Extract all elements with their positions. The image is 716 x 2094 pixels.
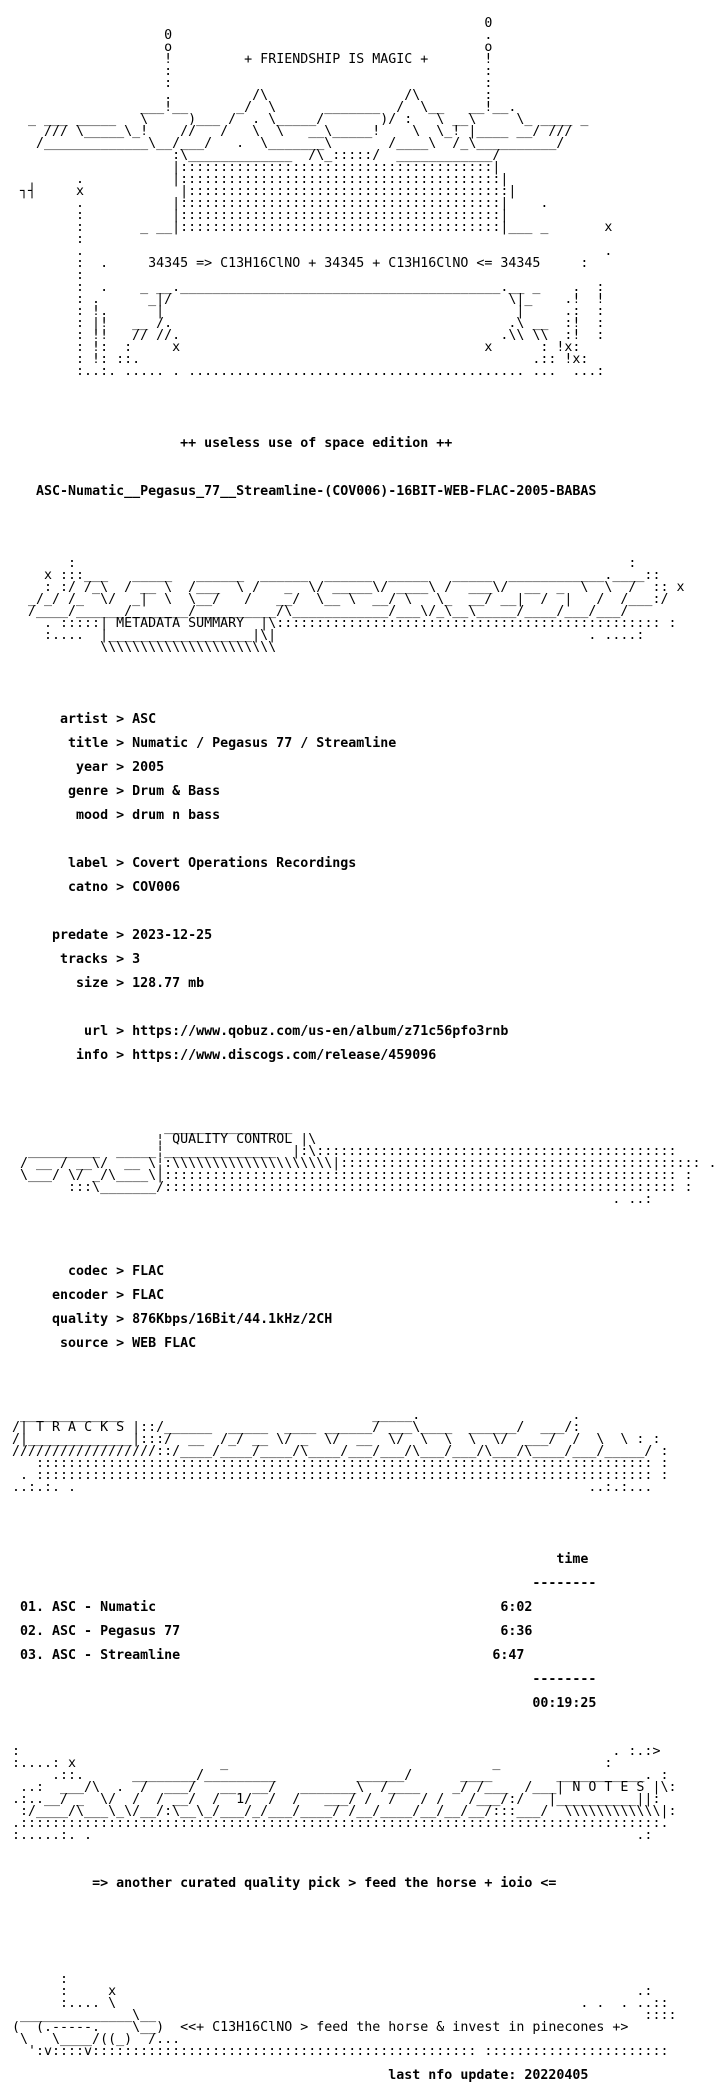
formula-line: 34345 => C13H16ClNO + 34345 + C13H16ClNO <= 34345 xyxy=(148,256,541,271)
nfo-title: + FRIENDSHIP IS MAGIC + xyxy=(244,52,429,67)
ascii-art-quality-banner: ________________ ¦ QUALITY CONTROL |\ _________ _____¦______________ |:\::::::::::::::::::::::::::::::::::::::::::::: / __ / __\/ __ \¦:\\\\\\\\\\\\\\\\\\\\|::::::::::::::::::::::::::::::::::::::::::::: . \___/ \/ _/\____\|:::::::::::::::::::::::::::::::::::::::::::::::::::::::::::::::: : :::\_______/:::::::::::::::::::::::::::::::::::::::::::::::::::::::::::::::: : . ..: xyxy=(20,1120,716,1207)
meta-line-year: year > 2005 xyxy=(4,760,165,775)
meta-line-genre: genre > Drum & Bass xyxy=(4,784,221,799)
meta-line-url: url > https://www.qobuz.com/us-en/album/z71c56pfo3rnb xyxy=(4,1024,509,1039)
edition-line: ++ useless use of space edition ++ xyxy=(180,436,453,451)
track-label: 01. ASC - Numatic xyxy=(20,1600,157,1615)
ascii-art-notes-banner: : . :.:> :....: x _ _ : .::. ________/_________ ______/ ____ ___________. : ..: ___/\ . / ___/ __ __/ _______\ /____ _/ /___ /___| N O T E S |\: .:..__/ _ \/ / / __/ / 1/ / / ___/ / / / / /___/:/ |__________||: :/____/\___\_\/__/:\__\_/___/_/___/____/ /__/____/__/__/__/:::___/ \\\\\\\\\\\\|: .::::::::::::::::::::::::::::::::::::::::::::::::::::::::::::::::::::::::::::::::. :.....:. . .: xyxy=(12,1744,677,1843)
qc-line-encoder: encoder > FLAC xyxy=(4,1288,165,1303)
track-row xyxy=(4,1650,644,1662)
last-update: last nfo update: 20220405 xyxy=(388,2068,589,2083)
meta-line-spacer xyxy=(4,1002,644,1014)
footer-text: <<+ C13H16ClNO > feed the horse & invest in pinecones +> xyxy=(180,2020,629,2035)
qc-line-source: source > WEB FLAC xyxy=(4,1336,197,1351)
ascii-art-top-header: 0 0 . o o ! + FRIENDSHIP IS MAGIC + ! : : : : . /\ /\ : ___!__ _/ \ _______ / \__ __!__. _ ___ _____ \ )___ / . \_____/ )/ : \ __\ \_ ____ _ /// \_____\_! // / \ \ __\_____! \ \_! |____ __/ /// /_____________\__/___/ . \_______\ /____\ /_\__________/ :\_____________ /\_:::::/ ____________/ |:::::::::::::::::::::::::::::::::::::::| . |::::::::::::::::::::::::::::::::::::::::| ┐┤ x |::::::::::::::::::::::::::::::::::::::::| . |::::::::::::::::::::::::::::::::::::::::| . : |::::::::::::::::::::::::::::::::::::::::| : _ __|::::::::::::::::::::::::::::::::::::::::|___ _ x : . . : . 34345 => C13H16ClNO + 34345 + C13H16ClNO <= 34345 : : : . _ __.________________________________________.__ _ . : : . _|/ \|_ .! ! : !. | | .: : : |! __ /. .\ __ :! : : !! // //. .\\ \\ :! : : !: : x x : !x: : !: ::. .:: !x: :..:. ..... . .......................................... ... ...: xyxy=(20,16,613,379)
meta-line-title: title > Numatic / Pegasus 77 / Streamline xyxy=(4,736,397,751)
track-time: 6:47 xyxy=(492,1648,525,1663)
meta-line-catno: catno > COV006 xyxy=(4,880,181,895)
ascii-art-footer: : : x .: :.... \ . . . ..:: ______________\__ :::: ( (.-----. \__) <<+ C13H16ClNO > feed the horse & invest in pinecones +> \ \____/((_) /... ':v::::v:::::::::::::::::::::::::::::::::::::::::::::::: ::::::::::::::::::::::: xyxy=(12,1972,677,2059)
notes-text: => another curated quality pick > feed the horse + ioio <= xyxy=(92,1876,557,1891)
meta-line-label: label > Covert Operations Recordings xyxy=(4,856,357,871)
release-name: ASC-Numatic__Pegasus_77__Streamline-(COV006)-16BIT-WEB-FLAC-2005-BABAS xyxy=(36,484,597,499)
meta-line-mood: mood > drum n bass xyxy=(4,808,221,823)
meta-line-info: info > https://www.discogs.com/release/459096 xyxy=(4,1048,437,1063)
track-row xyxy=(4,1602,644,1614)
meta-line-artist: artist > ASC xyxy=(4,712,157,727)
meta-line-spacer xyxy=(4,906,644,918)
metadata-heading: METADATA SUMMARY xyxy=(116,616,245,631)
notes-heading: N O T E S xyxy=(572,1780,645,1795)
tracks-time-header: time xyxy=(556,1552,589,1567)
ascii-art-metadata-banner: : : x :::___ _____ ______ ______ ______ _____ _____ ____________.____:: : :/ /_\ / __ \ /___ \ / _ \/ _____\/ ____\ / ___\/ __ _ \ \ / :: x _/_/ /_ \/ _| \ \__/ / __/ \__ \ __/ \ \_ __/ __| / | / /___:/ /____/______/_______/__________/\____________/___\/_\__\_____/____/___/___/ . :::::| METADATA SUMMARY |\:::::::::::::::::::::::::::::::::::::::::::::::: : :.... |__________________|\| . ....: \\\\\\\\\\\\\\\\\\\\\\ xyxy=(28,556,685,655)
track-label: 02. ASC - Pegasus 77 xyxy=(20,1624,181,1639)
track-row xyxy=(4,1626,644,1638)
track-label: 03. ASC - Streamline xyxy=(20,1648,181,1663)
meta-line-tracks: tracks > 3 xyxy=(4,952,141,967)
quality-heading: QUALITY CONTROL xyxy=(172,1132,293,1147)
track-time: 6:02 xyxy=(500,1600,533,1615)
meta-line-predate: predate > 2023-12-25 xyxy=(4,928,213,943)
meta-line-size: size > 128.77 mb xyxy=(4,976,205,991)
nfo-document: 0 0 . o o ! + FRIENDSHIP IS MAGIC + ! : : : : . /\ /\ : ___!__ _/ \ _______ / \__ __!__. _ ___ _____ \ )___ / . \_____/ )/ : \ __\ \_ ____ _ /// \_____\_! // / \ \ __\_____! \ \_! |____ __/ /// /_____________\__/___/ . \_______\ /____\ /_\__________/ :\_____________ /\_:::::/ ____________/ |:::::::::::::::::::::::::::::::::::::::| . |::::::::::::::::::::::::::::::::::::::::| ┐┤ x |::::::::::::::::::::::::::::::::::::::::| . |::::::::::::::::::::::::::::::::::::::::| . : |::::::::::::::::::::::::::::::::::::::::| : _ __|::::::::::::::::::::::::::::::::::::::::|___ _ x : . . : . 34345 => C13H16ClNO + 34345 + C13H16ClNO <= 34345 : : : . _ __.________________________________________.__ _ . : : . _|/ \|_ .! ! : !. | | .: : : |! __ /. .\ __ :! : : !! // //. .\\ \\ :! : : !: : x x : !x: : !: ::. .:: !x: :..:. ..... . .......................................... ... ...: ++ useless use of space edition ++ ASC-Numatic__Pegasus_77__Streamline-(COV006)-16BIT-WEB-FLAC-2005-BABAS : : x :::___ _____ ______ ______ ______ _____ _____ ____________.____:: : :/ /_\ / __ \ /___ \ / _ \/ _____\/ ____\ / ___\/ __ _ \ \ / :: x _/_/ /_ \/ _| \ \__/ / __/ \__ \ __/ \ \_ __/ __| / | / /___:/ /____/______/_______/__________/\____________/___\/_\__\_____/____/___/___/ . :::::| METADATA SUMMARY |\:::::::::::::::::::::::::::::::::::::::::::::::: : :.... |__________________|\| . ....: \\\\\\\\\\\\\\\\\\\\\\ artist > ASC title > Numatic / Pegasus 77 / Streamline year > 2005 genre > Drum & Bass mood > drum n bass label > Covert Operations Recordings catno > COV006 predate > 2023-12-25 tracks > 3 size > 128.77 mb url > https://www.qobuz.com/us-en/album/z71c56pfo3rnb info > https://www.discogs.com/release/459096 ________________ ¦ QUALITY CONTROL |\ _________ _____¦______________ |:\::::::::::::::::::::::::::::::::::::::::::::: / __ / __\/ __ \¦:\\\\\\\\\\\\\\\\\\\\|::::::::::::::::::::::::::::::::::::::::::::: . \___/ \/ _/\____\|:::::::::::::::::::::::::::::::::::::::::::::::::::::::::::::::: : :::\_______/:::::::::::::::::::::::::::::::::::::::::::::::::::::::::::::::: : . ..: codec > FLAC encoder > FLAC quality > 876Kbps/16Bit/44.1kHz/2CH source > WEB FLAC _____________ _____. . /| T R A C K S |::/______ _____ ____ ______/ ___\____ ______/ ___/: /|_____________|:::/ __ /_/ __ \/ _ \/ __ \/ \ \ \ \/ ___/ / \ \ : : //////////////////::/____/____/____/\____/___/___/\___/___/\___/\____/___/_____/ : ::::::::::::::::::::::::::::::::::::::::::::::::::::::::::::::::::::::::::::: : . ::::::::::::::::::::::::::::::::::::::::::::::::::::::::::::::::::::::::::::: : ..:.:. . ..:.:... time -------- 01. ASC - Numatic 6:02 02. ASC - Pegasus 77 6:36 03. ASC - Streamline 6:47 -------- 00:19:25 : . :.:> :....: x _ _ : .::. ________/_________ ______/ ____ ___________. : ..: ___/\ . / ___/ __ __/ _______\ /____ _/ /___ /___| N O T E S |\: .:..__/ _ \/ / / __/ / 1/ / / ___/ / / / / /___/:/ |__________||: :/____/\___\_\/__/:\__\_/___/_/___/____/ /__/____/__/__/__/:::___/ \\\\\\\\\\\\|: .::::::::::::::::::::::::::::::::::::::::::::::::::::::::::::::::::::::::::::::::. :.....:. . .: => another curated quality pick > feed the horse + ioio <= : : x .: :.... \ . . . ..:: ______________\__ :::: ( (.-----. \__) <<+ C13H16ClNO > feed the horse & invest in pinecones +> \ \____/((_) /... ':v::::v:::::::::::::::::::::::::::::::::::::::::::::::: ::::::::::::::::::::::: last nfo update: 20220405 xyxy=(4,16,716,2083)
qc-line-codec: codec > FLAC xyxy=(4,1264,165,1279)
tracks-total: 00:19:25 xyxy=(532,1696,597,1711)
track-time: 6:36 xyxy=(500,1624,533,1639)
ascii-art-tracks-banner: _____________ _____. . /| T R A C K S |::/______ _____ ____ ______/ ___\____ ______/ ___/: /|_____________|:::/ __ /_/ __ \/ _ \/ __ \/ \ \ \ \/ ___/ / \ \ : : //////////////////::/____/____/____/\____/___/___/\___/___/\___/\____/___/_____/ : ::::::::::::::::::::::::::::::::::::::::::::::::::::::::::::::::::::::::::::: : . ::::::::::::::::::::::::::::::::::::::::::::::::::::::::::::::::::::::::::::: : ..:.:. . ..:.:... xyxy=(12,1408,669,1495)
tracks-heading: T R A C K S xyxy=(36,1420,125,1435)
meta-line-spacer xyxy=(4,834,644,846)
qc-line-quality: quality > 876Kbps/16Bit/44.1kHz/2CH xyxy=(4,1312,333,1327)
